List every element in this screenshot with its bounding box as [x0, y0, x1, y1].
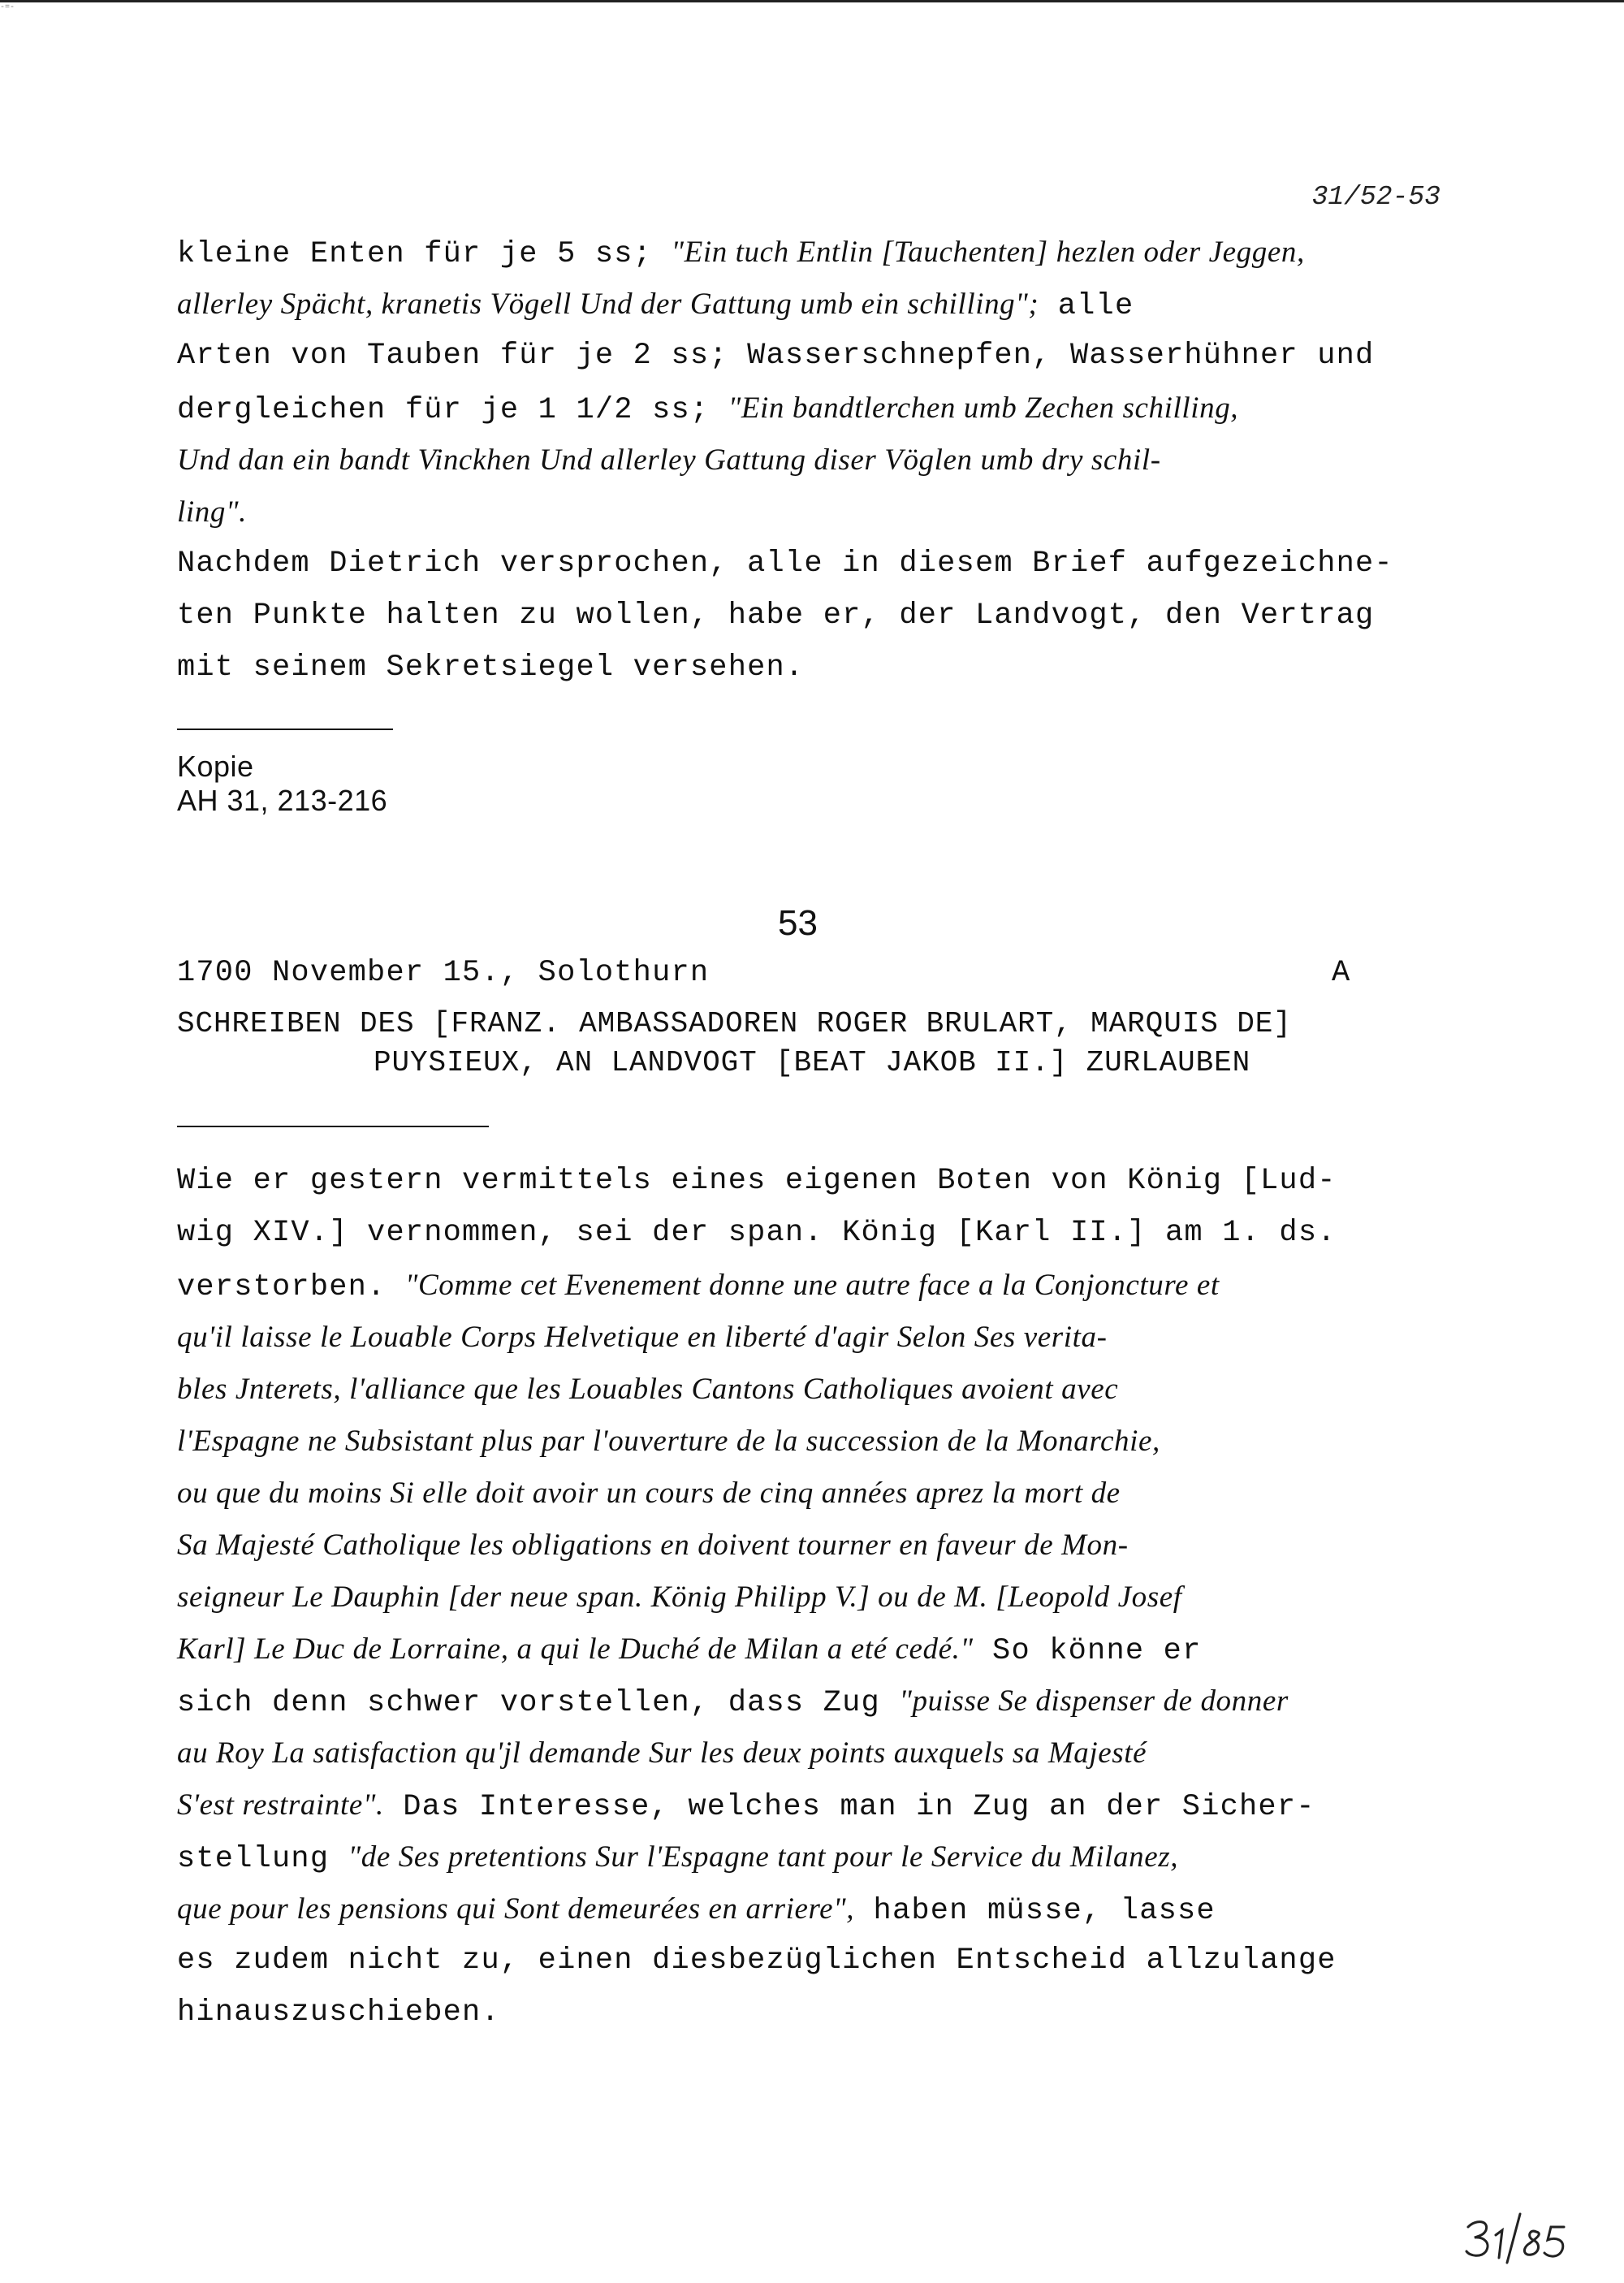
header-divider	[177, 1126, 489, 1127]
source-divider	[177, 729, 393, 730]
scan-mark: -=-	[0, 3, 15, 12]
text-line: stellung "de Ses pretentions Sur l'Espagne tant pour le Service du Milanez,	[177, 1840, 1179, 1876]
text-line: mit seinem Sekretsiegel versehen.	[177, 651, 805, 685]
text-line: au Roy La satisfaction qu'jl demande Sur les deux points auxquels sa Majesté	[177, 1736, 1147, 1770]
text-line: allerley Spächt, kranetis Vögell Und der Gattung umb ein schilling"; alle	[177, 288, 1134, 323]
text-line: dergleichen für je 1 1/2 ss; "Ein bandtlerchen umb Zechen schilling,	[177, 391, 1239, 427]
text-line: Nachdem Dietrich versprochen, alle in diesem Brief aufgezeichne-	[177, 547, 1393, 581]
page-folio: 31/52-53	[1311, 182, 1440, 212]
text-line: Wie er gestern vermittels eines eigenen Boten von König [Lud-	[177, 1164, 1337, 1198]
document-title-line-1: SCHREIBEN DES [FRANZ. AMBASSADOREN ROGER BRULART, MARQUIS DE]	[177, 1007, 1292, 1040]
text-line: l'Espagne ne Subsistant plus par l'ouverture de la succession de la Monarchie,	[177, 1425, 1160, 1458]
text-line: Karl] Le Duc de Lorraine, a qui le Duché de Milan a eté cedé." So könne er	[177, 1632, 1202, 1668]
text-line: wig XIV.] vernommen, sei der span. König [Karl II.] am 1. ds.	[177, 1216, 1337, 1250]
text-line: hinauszuschieben.	[177, 1995, 500, 2030]
text-line: S'est restrainte". Das Interesse, welches man in Zug an der Sicher-	[177, 1788, 1315, 1824]
text-line: que pour les pensions qui Sont demeurées en arriere", haben müsse, lasse	[177, 1892, 1216, 1928]
text-line: ling".	[177, 495, 247, 529]
source-type: Kopie	[177, 750, 254, 783]
text-line: ou que du moins Si elle doit avoir un cours de cinq années aprez la mort de	[177, 1477, 1121, 1510]
text-line: ten Punkte halten zu wollen, habe er, der Landvogt, den Vertrag	[177, 599, 1375, 633]
top-border-line	[0, 0, 1624, 2]
text-line: verstorben. "Comme cet Evenement donne une autre face a la Conjoncture et	[177, 1269, 1220, 1304]
text-line: Arten von Tauben für je 2 ss; Wasserschnepfen, Wasserhühner und	[177, 339, 1375, 373]
text-line: seigneur Le Dauphin [der neue span. König Philipp V.] ou de M. [Leopold Josef	[177, 1580, 1182, 1614]
text-line: es zudem nicht zu, einen diesbezüglichen Entscheid allzulange	[177, 1944, 1337, 1978]
document-marker: A	[1332, 956, 1350, 990]
text-line: sich denn schwer vorstellen, dass Zug "puisse Se dispenser de donner	[177, 1684, 1289, 1720]
source-reference: AH 31, 213-216	[177, 784, 388, 817]
text-line: Sa Majesté Catholique les obligations en doivent tourner en faveur de Mon-	[177, 1528, 1129, 1562]
text-line: Und dan ein bandt Vinckhen Und allerley Gattung diser Vöglen umb dry schil-	[177, 443, 1161, 477]
text-line: qu'il laisse le Louable Corps Helvetique en liberté d'agir Selon Ses verita-	[177, 1321, 1108, 1354]
document-title-line-2: PUYSIEUX, AN LANDVOGT [BEAT JAKOB II.] ZURLAUBEN	[374, 1046, 1251, 1079]
text-line: bles Jnterets, l'alliance que les Louables Cantons Catholiques avoient avec	[177, 1373, 1119, 1406]
handwritten-folio	[1462, 2209, 1583, 2266]
document-number: 53	[778, 903, 818, 943]
text-line: kleine Enten für je 5 ss; "Ein tuch Entlin [Tauchenten] hezlen oder Jeggen,	[177, 236, 1305, 271]
date-place: 1700 November 15., Solothurn	[177, 956, 710, 990]
